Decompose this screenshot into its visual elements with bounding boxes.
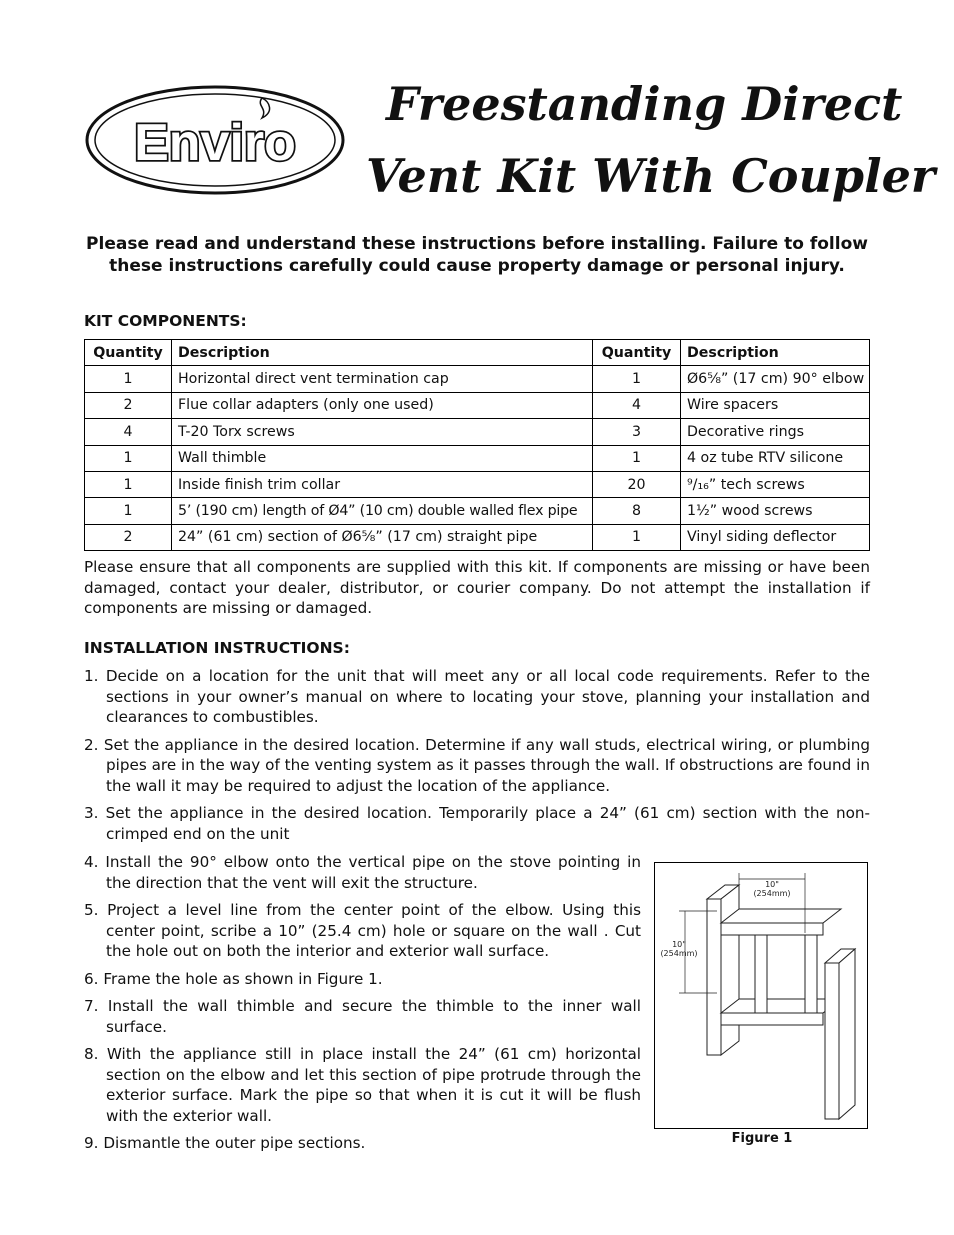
quantity-cell: 1 (85, 498, 172, 524)
quantity-cell: 1 (85, 471, 172, 497)
instruction-step: 3. Set the appliance in the desired location. Temporarily place a 24” (61 cm) section with the non-crimped end on the unit (84, 804, 870, 843)
instruction-step: 4. Install the 90° elbow onto the vertical pipe on the stove pointing in the direction that the vent will exit the structure. (84, 853, 641, 892)
description-cell: Wire spacers (681, 392, 870, 418)
instruction-step: 5. Project a level line from the center point of the elbow. Using this center point, scribe a 10” (25.4 cm) hole or square on the wall . Cut the hole out on both the interior and exterior wall surface. (84, 901, 641, 960)
top-dimension-label: 10" (765, 880, 779, 889)
figure-1-frame-diagram (654, 862, 868, 1129)
installation-steps-full-width (84, 666, 870, 851)
quantity-cell: 2 (85, 392, 172, 418)
table-row (85, 524, 870, 550)
table-row (85, 498, 870, 524)
description-cell: 1½” wood screws (681, 498, 870, 524)
description-cell: ⁹/₁₆” tech screws (681, 471, 870, 497)
description-cell: 5’ (190 cm) length of Ø4” (10 cm) double walled flex pipe (172, 498, 593, 524)
quantity-cell: 8 (593, 498, 681, 524)
quantity-cell: 2 (85, 524, 172, 550)
description-cell: Inside finish trim collar (172, 471, 593, 497)
quantity-cell: 20 (593, 471, 681, 497)
column-header-quantity: Quantity (85, 340, 172, 366)
installation-heading: INSTALLATION INSTRUCTIONS: (84, 639, 350, 657)
components-note: Please ensure that all components are supplied with this kit. If components are missing or have been damaged, contact your dealer, distributor, or courier company. Do not attempt the installation if components are missing or damaged. (84, 558, 870, 617)
quantity-cell: 1 (593, 366, 681, 392)
quantity-cell: 1 (85, 445, 172, 471)
description-cell: 24” (61 cm) section of Ø6⅝” (17 cm) straight pipe (172, 524, 593, 550)
description-cell: Decorative rings (681, 419, 870, 445)
description-cell: Wall thimble (172, 445, 593, 471)
column-header-description: Description (172, 340, 593, 366)
logo-wordmark: Enviro (134, 114, 296, 172)
instruction-step: 1. Decide on a location for the unit that will meet any or all local code requirements. Refer to the sections in your owner’s manual on where to locating your stove, planning your installation and clearances to combustibles. (84, 667, 870, 726)
table-row (85, 419, 870, 445)
instruction-step: 7. Install the wall thimble and secure the thimble to the inner wall surface. (84, 997, 641, 1036)
column-header-quantity: Quantity (593, 340, 681, 366)
description-cell: T-20 Torx screws (172, 419, 593, 445)
description-cell: Vinyl siding deflector (681, 524, 870, 550)
quantity-cell: 1 (593, 524, 681, 550)
page-title-line-2: Vent Kit With Coupler (366, 149, 936, 203)
left-dimension-mm: (254mm) (660, 949, 698, 958)
quantity-cell: 1 (593, 445, 681, 471)
quantity-cell: 3 (593, 419, 681, 445)
page-title-line-1: Freestanding Direct (386, 77, 903, 131)
table-header-row (85, 340, 870, 366)
column-header-description: Description (681, 340, 870, 366)
safety-warning: Please read and understand these instructions before installing. Failure to follow these instructions carefully could cause property damage or personal injury. (86, 234, 868, 276)
enviro-logo (84, 84, 346, 196)
description-cell: Flue collar adapters (only one used) (172, 392, 593, 418)
quantity-cell: 4 (593, 392, 681, 418)
table-row (85, 445, 870, 471)
left-dimension-label: 10" (672, 940, 686, 949)
quantity-cell: 1 (85, 366, 172, 392)
figure-caption: Figure 1 (731, 1131, 793, 1146)
description-cell: Ø6⅝” (17 cm) 90° elbow (681, 366, 870, 392)
quantity-cell: 4 (85, 419, 172, 445)
table-row (85, 471, 870, 497)
kit-components-heading: KIT COMPONENTS: (84, 312, 247, 330)
instruction-step: 6. Frame the hole as shown in Figure 1. (84, 969, 383, 988)
installation-steps-beside-figure (84, 852, 641, 1161)
instruction-step: 8. With the appliance still in place install the 24” (61 cm) horizontal section on the elbow and let this section of pipe protrude through the exterior surface. Mark the pipe so that when it is cut it will be flush with the exterior wall. (84, 1045, 641, 1125)
instruction-step: 9. Dismantle the outer pipe sections. (84, 1134, 366, 1152)
table-row (85, 366, 870, 392)
description-cell: 4 oz tube RTV silicone (681, 445, 870, 471)
table-row (85, 392, 870, 418)
wall-framing-illustration (655, 863, 866, 1127)
instruction-step: 2. Set the appliance in the desired location. Determine if any wall studs, electrical wiring, or plumbing pipes are in the way of the venting system as it passes through the wall. If obstructions are found in the wall it may be required to adjust the location of the appliance. (84, 735, 870, 795)
kit-components-table (84, 339, 870, 551)
description-cell: Horizontal direct vent termination cap (172, 366, 593, 392)
top-dimension-mm: (254mm) (753, 889, 791, 898)
